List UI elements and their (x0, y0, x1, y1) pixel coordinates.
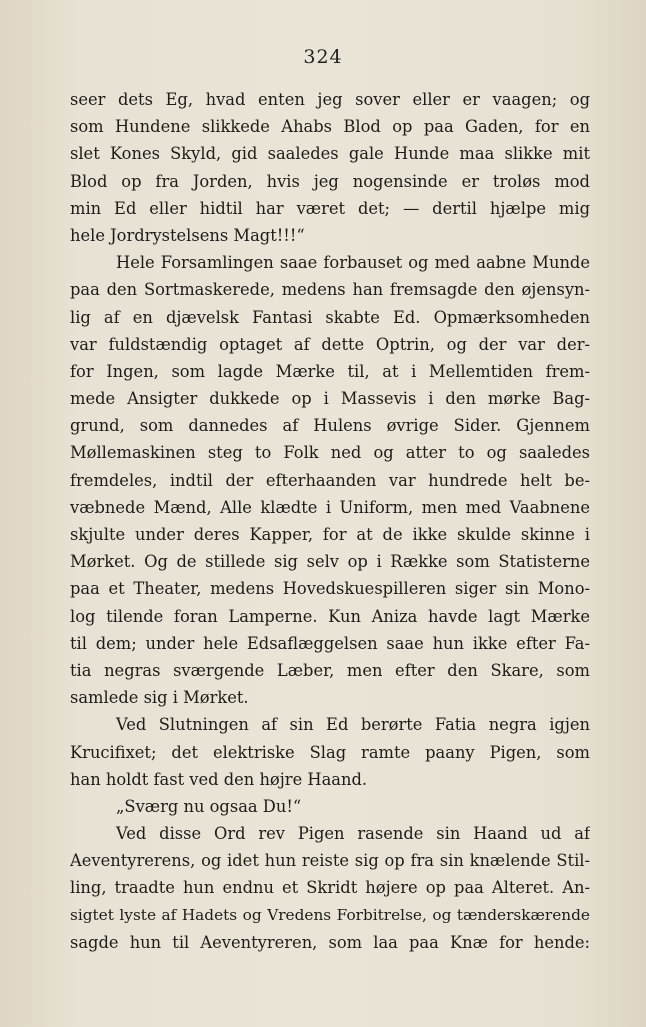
text-line: for Ingen, som lagde Mærke til, at i Mellemtiden frem- (70, 361, 590, 381)
text-line: Mørket. Og de stillede sig selv op i Række som Statisterne (70, 552, 590, 572)
text-line: sagde hun til Aeventyreren, som laa paa Knæ for hende: (70, 932, 590, 952)
text-line: seer dets Eg, hvad enten jeg sover eller er vaagen; og (70, 90, 590, 109)
text-line: paa den Sortmaskerede, medens han fremsagde den øjensyn- (70, 280, 590, 300)
text-line: Krucifixet; det elektriske Slag ramte paany Pigen, som (70, 742, 590, 762)
text-line: mede Ansigter dukkede op i Massevis i den mørke Bag- (70, 389, 590, 409)
text-line: som Hundene slikkede Ahabs Blod op paa Gaden, for en (70, 117, 590, 137)
text-line: fremdeles, indtil der efterhaanden var hundrede helt be- (70, 470, 590, 490)
text-line: han holdt fast ved den højre Haand. (70, 769, 368, 789)
text-line: Aeventyrerens, og idet hun reiste sig op fra sin knælende Stil- (70, 851, 590, 871)
text-line: Ved Slutningen af sin Ed berørte Fatia negra igjen (116, 715, 590, 735)
text-line: paa et Theater, medens Hovedskuespilleren siger sin Mono- (70, 579, 590, 599)
text-line: skjulte under deres Kapper, for at de ikke skulde skinne i (70, 525, 590, 544)
text-line: Møllemaskinen steg to Folk ned og atter to og saaledes (70, 443, 590, 463)
body-text (70, 86, 590, 956)
text-line: „Sværg nu ogsaa Du!“ (116, 796, 302, 816)
text-line: Ved disse Ord rev Pigen rasende sin Haand ud af (116, 824, 590, 844)
text-line: til dem; under hele Edsaflæggelsen saae hun ikke efter Fa- (70, 633, 590, 653)
text-line: sigtet lyste af Hadets og Vredens Forbitrelse, og tænderskærende (70, 905, 590, 924)
text-line: lig af en djævelsk Fantasi skabte Ed. Opmærksomheden (70, 307, 590, 327)
text-line: ling, traadte hun endnu et Skridt højere op paa Alteret. An- (70, 878, 590, 898)
text-line: Hele Forsamlingen saae forbauset og med aabne Munde (116, 253, 590, 273)
page-number: 324 (303, 46, 343, 68)
text-line: log tilende foran Lamperne. Kun Aniza havde lagt Mærke (70, 606, 590, 626)
text-line: var fuldstændig optaget af dette Optrin, og der var der- (70, 334, 590, 354)
text-line: samlede sig i Mørket. (70, 688, 249, 708)
text-line: slet Kones Skyld, gid saaledes gale Hunde maa slikke mit (70, 144, 590, 164)
text-line: tia negras sværgende Læber, men efter den Skare, som (70, 660, 590, 680)
text-line: hele Jordrystelsens Magt!!!“ (70, 225, 305, 245)
text-line: grund, som dannedes af Hulens øvrige Sider. Gjennem (70, 416, 590, 436)
text-line: Blod op fra Jorden, hvis jeg nogensinde er troløs mod (70, 171, 590, 191)
text-line: min Ed eller hidtil har været det; — dertil hjælpe mig (70, 198, 590, 218)
text-line: væbnede Mænd, Alle klædte i Uniform, men med Vaabnene (70, 497, 590, 517)
